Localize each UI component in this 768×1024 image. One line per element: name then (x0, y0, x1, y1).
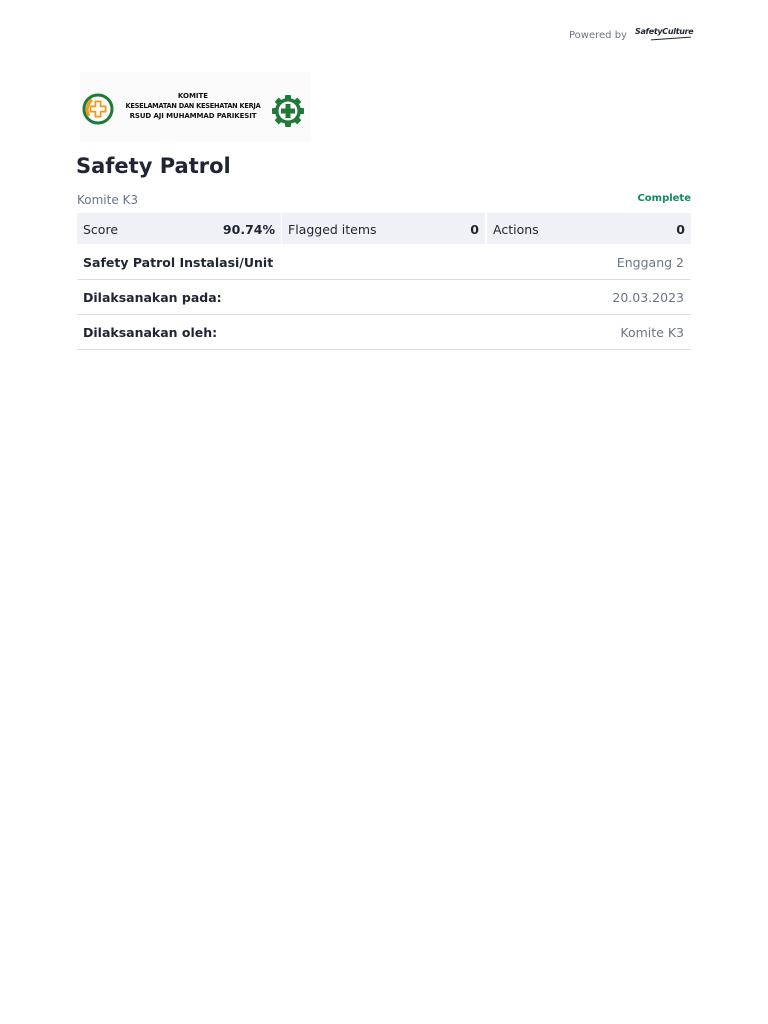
safetyculture-logo: SafetyCulture (635, 27, 694, 36)
detail-row-date (77, 280, 691, 315)
stat-flagged-items (282, 213, 485, 244)
safetyculture-logo-swoosh (651, 37, 691, 41)
report-subtitle: Komite K3 (77, 193, 139, 207)
logo-text (116, 92, 270, 124)
logo-line-hospital: RSUD AJI MUHAMMAD PARIKESIT (129, 112, 257, 120)
detail-row-conducted-by (77, 315, 691, 350)
stat-value: 0 (470, 222, 479, 237)
powered-by-label: Powered by (569, 30, 627, 41)
detail-value: Enggang 2 (616, 255, 684, 270)
detail-row-unit (77, 245, 691, 280)
detail-value: Komite K3 (620, 325, 684, 340)
gear-cross-icon (271, 94, 305, 128)
health-cross-emblem-icon (82, 93, 114, 125)
stat-label: Actions (493, 222, 539, 237)
organization-logo (80, 72, 311, 142)
logo-line-committee: KOMITE (177, 92, 209, 100)
stat-actions (487, 213, 691, 244)
powered-by (560, 26, 694, 46)
detail-value: 20.03.2023 (612, 290, 684, 305)
report-title: Safety Patrol (76, 154, 231, 178)
detail-label: Dilaksanakan oleh: (83, 325, 218, 340)
stat-score (77, 213, 281, 244)
stat-label: Score (83, 222, 119, 237)
status-badge: Complete (637, 193, 691, 204)
detail-label: Dilaksanakan pada: (83, 290, 222, 305)
details-table (77, 245, 691, 350)
detail-label: Safety Patrol Instalasi/Unit (83, 255, 274, 270)
summary-stats (77, 213, 691, 244)
stat-value: 90.74% (222, 222, 275, 237)
stat-label: Flagged items (288, 222, 377, 237)
logo-line-k3: KESELAMATAN DAN KESEHATAN KERJA (125, 102, 261, 110)
stat-value: 0 (676, 222, 685, 237)
